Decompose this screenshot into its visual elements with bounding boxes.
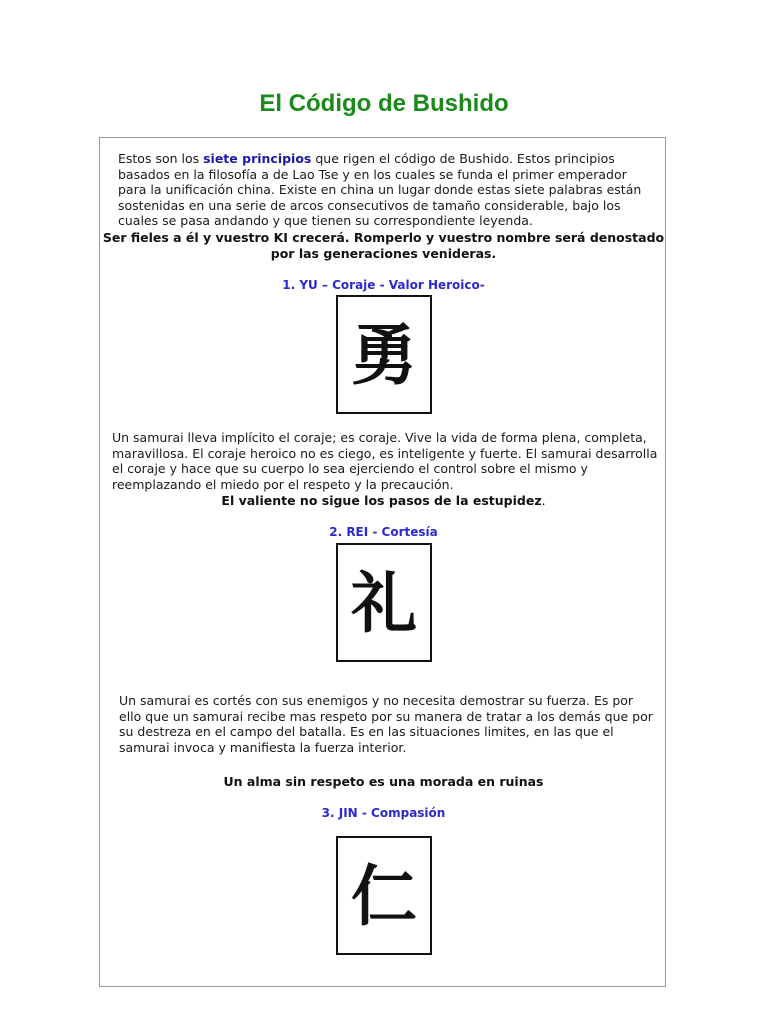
motto-yu-period: .	[541, 493, 546, 508]
kanji-jin-image	[336, 836, 432, 955]
kanji-jin-char: 仁	[351, 856, 417, 935]
principle-heading-yu: 1. YU – Coraje - Valor Heroico-	[282, 278, 485, 292]
kanji-yu-image	[336, 295, 432, 414]
kanji-yu-char: 勇	[351, 315, 417, 394]
content-box	[99, 137, 666, 987]
motto-yu-text: El valiente no sigue los pasos de la estupidez	[221, 493, 542, 508]
principle-motto-rei: Un alma sin respeto es una morada en ruinas	[223, 774, 544, 789]
page-title: El Código de Bushido	[259, 90, 509, 117]
kanji-rei-char: 礼	[351, 563, 417, 642]
principle-text-yu: Un samurai lleva implícito el coraje; es coraje. Vive la vida de forma plena, completa, maravillosa. El coraje heroico no es ciego, es inteligente y fuerte. El samurai desarrolla el coraje y hace que su cuerpo lo sea ejerciendo el control sobre el mismo y reemplazando el miedo por el respeto y la precaución.	[112, 430, 658, 492]
siete-principios-highlight: siete principios	[203, 151, 312, 166]
intro-motto: Ser fieles a él y vuestro KI crecerá. Romperlo y vuestro nombre será denostado por las generaciones venideras.	[102, 230, 665, 261]
principle-heading-jin: 3. JIN - Compasión	[321, 806, 446, 820]
intro-text-rest: que rigen el código de Bushido. Estos principios basados en la filosofía a de Lao Tse y en los cuales se funda el primer emperador para la unificación china. Existe en china un lugar donde estas siete palabras están sostenidas en una serie de arcos consecutivos de tamaño considerable, bajo los cuales se pasa andando y que tienen su correspondiente leyenda.	[118, 151, 642, 229]
principle-text-rei: Un samurai es cortés con sus enemigos y no necesita demostrar su fuerza. Es por ello que un samurai recibe mas respeto por su manera de tratar a los demás que por su destreza en el campo del batalla. Es en las situaciones limites, en las que el samurai invoca y manifiesta la fuerza interior.	[119, 693, 653, 755]
intro-paragraph	[118, 151, 658, 229]
principle-heading-rei: 2. REI - Cortesía	[329, 525, 438, 539]
intro-text-start: Estos son los	[118, 151, 204, 166]
kanji-rei-image	[336, 543, 432, 662]
principle-motto-yu	[100, 493, 667, 509]
